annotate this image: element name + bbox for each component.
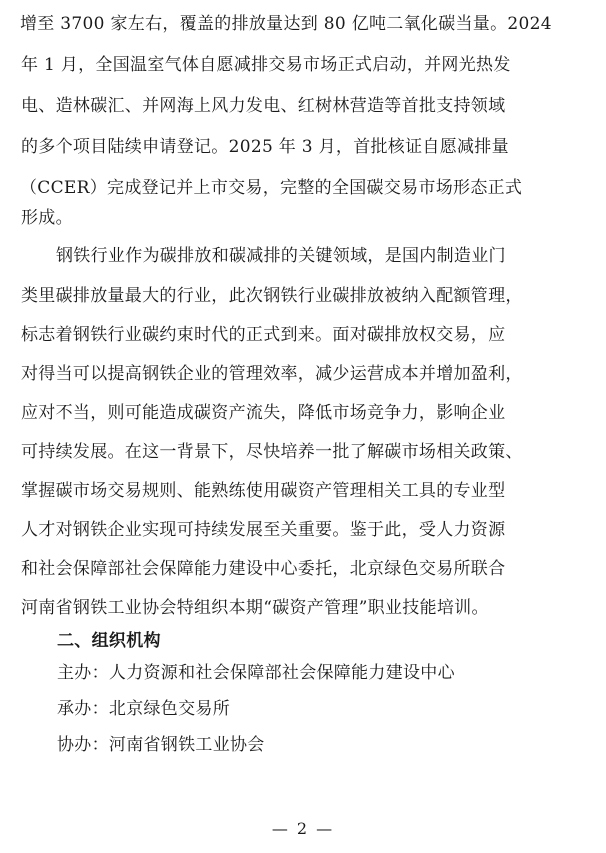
organizer-line: 主办：人力资源和社会保障部社会保障能力建设中心 <box>57 663 455 683</box>
text-line: 掌握碳市场交易规则、能熟练使用碳资产管理相关工具的专业型 <box>21 481 506 501</box>
text-line: 河南省钢铁工业协会特组织本期“碳资产管理”职业技能培训。 <box>21 598 489 618</box>
text-line: 标志着钢铁行业碳约束时代的正式到来。面对碳排放权交易，应 <box>21 325 506 345</box>
section-heading: 二、组织机构 <box>57 631 161 651</box>
text-line: 形成。 <box>21 208 73 228</box>
page-number: — 2 — <box>271 819 335 838</box>
text-line: 的多个项目陆续申请登记。2025 年 3 月，首批核证自愿减排量 <box>21 137 509 157</box>
text-line: 年 1 月，全国温室气体自愿减排交易市场正式启动，并网光热发 <box>21 55 511 75</box>
text-line: 人才对钢铁企业实现可持续发展至关重要。鉴于此，受人力资源 <box>21 520 506 540</box>
text-line: （CCER）完成登记并上市交易，完整的全国碳交易市场形态正式 <box>20 178 523 198</box>
co-organizer-line: 协办：河南省钢铁工业协会 <box>57 735 265 755</box>
text-line: 对得当可以提高钢铁企业的管理效率，减少运营成本并增加盈利， <box>21 364 523 384</box>
text-line: 应对不当，则可能造成碳资产流失，降低市场竞争力，影响企业 <box>21 403 506 423</box>
text-line: 和社会保障部社会保障能力建设中心委托，北京绿色交易所联合 <box>21 559 506 579</box>
text-line: 类里碳排放量最大的行业，此次钢铁行业碳排放被纳入配额管理， <box>21 286 523 306</box>
undertaker-line: 承办：北京绿色交易所 <box>57 699 230 719</box>
text-line: 电、造林碳汇、并网海上风力发电、红树林营造等首批支持领域 <box>21 96 506 116</box>
text-line: 可持续发展。在这一背景下，尽快培养一批了解碳市场相关政策、 <box>21 442 523 462</box>
text-line: 增至 3700 家左右，覆盖的排放量达到 80 亿吨二氧化碳当量。2024 <box>20 14 552 34</box>
text-line: 钢铁行业作为碳排放和碳减排的关键领域，是国内制造业门 <box>56 246 506 266</box>
